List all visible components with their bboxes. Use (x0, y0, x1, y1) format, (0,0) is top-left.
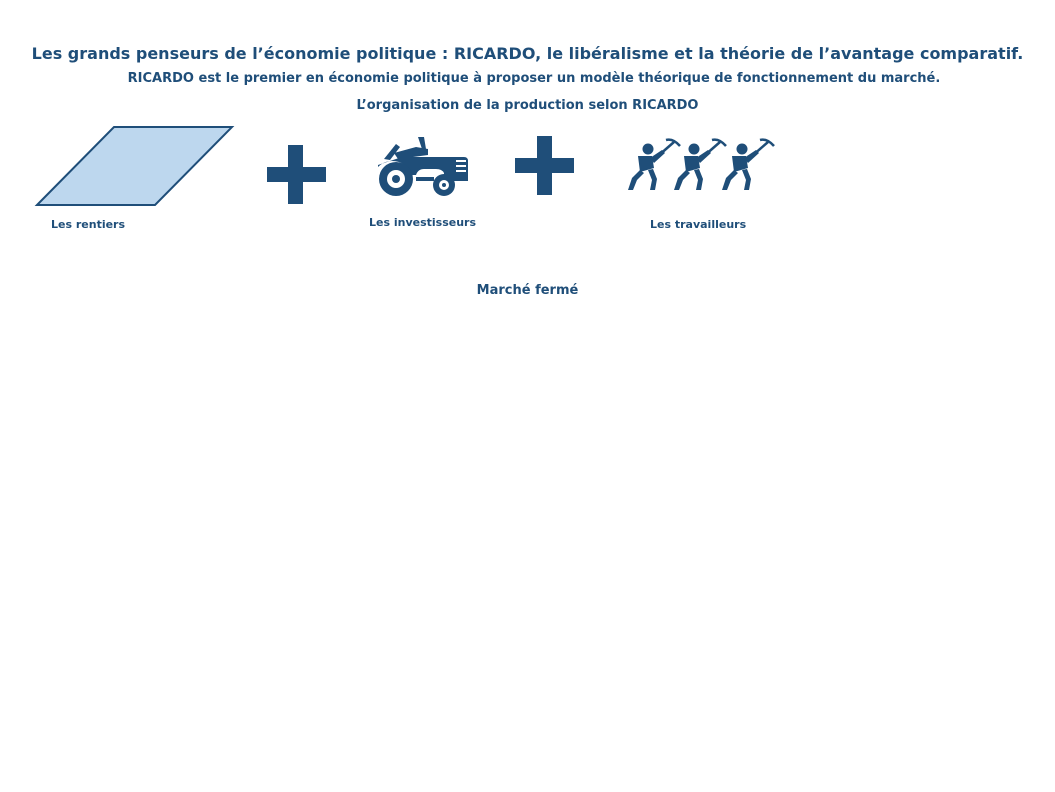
label-rentiers: Les rentiers (51, 218, 126, 231)
page-title: Les grands penseurs de l’économie politique : RICARDO, le libéralisme et la théorie de l’avantage comparatif. (31, 44, 1024, 63)
plus-icon (266, 144, 326, 204)
tractor-icon (372, 135, 470, 197)
page-subtitle: RICARDO est le premier en économie politique à proposer un modèle théorique de fonctionnement du marché. (127, 71, 941, 86)
label-travailleurs: Les travailleurs (650, 218, 747, 231)
section-heading: L’organisation de la production selon RICARDO (356, 98, 699, 113)
land-parallelogram-icon (35, 125, 235, 207)
workers-with-pickaxes-icon (626, 138, 778, 192)
market-label: Marché fermé (476, 283, 579, 298)
plus-icon (514, 135, 575, 196)
label-investisseurs: Les investisseurs (369, 216, 477, 229)
